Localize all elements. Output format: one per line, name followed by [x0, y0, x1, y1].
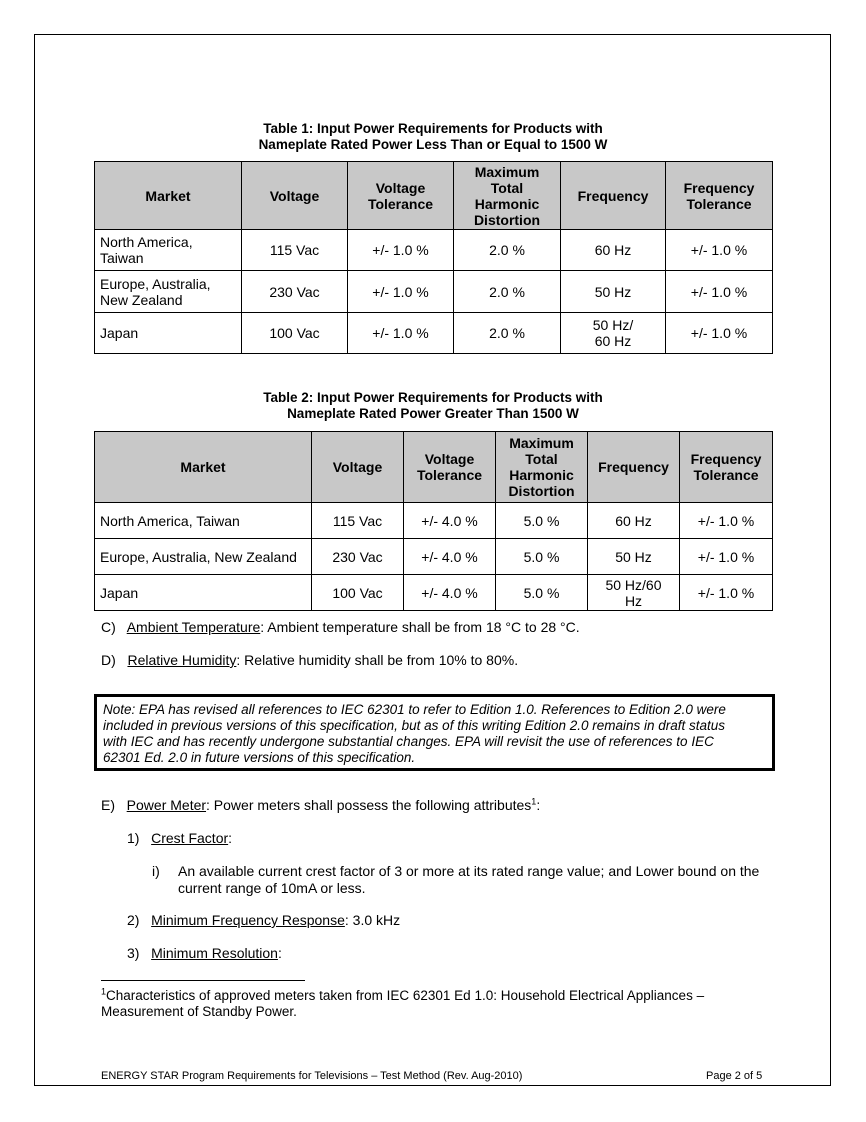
header-line: Tolerance [686, 195, 752, 212]
table2-header-voltage: Voltage [312, 432, 404, 503]
item-marker: E) [101, 797, 115, 813]
table1-header-frequency: Frequency [561, 162, 666, 230]
cell-frequency-tolerance: +/- 1.0 % [680, 503, 773, 539]
item-crest-factor-i [152, 863, 160, 880]
item-crest-factor [127, 830, 232, 847]
unit-celsius: °C [505, 619, 522, 635]
unit-celsius: °C [560, 619, 576, 635]
item-text: : [536, 797, 541, 813]
cell-voltage: 100 Vac [242, 313, 348, 354]
cell-voltage-tolerance: +/- 4.0 % [404, 503, 496, 539]
item-marker: 3) [127, 945, 140, 961]
item-text: : Relative humidity shall be from 10% to 80%. [236, 652, 519, 668]
cell-line: Taiwan [100, 250, 144, 266]
cell-frequency [561, 313, 666, 354]
header-line: Voltage [375, 179, 426, 196]
table-row [95, 503, 773, 539]
item-power-meter [101, 797, 540, 814]
item-marker: 2) [127, 912, 140, 928]
item-text: : 3.0 kHz [344, 912, 401, 928]
header-line: Maximum [509, 435, 574, 451]
item-ambient-temperature [101, 619, 580, 636]
cell-thd: 5.0 % [496, 575, 588, 611]
table2-caption [94, 390, 772, 422]
header-line: Tolerance [416, 467, 483, 483]
item-line: current range of 10mA or less. [178, 880, 366, 896]
cell-voltage-tolerance: +/- 4.0 % [404, 575, 496, 611]
term-crest-factor: Crest Factor [151, 830, 229, 846]
table1-header-voltage-tolerance [348, 162, 454, 230]
footnote-marker: 1 [101, 986, 107, 997]
cell-frequency: 50 Hz [588, 539, 680, 575]
table-row [95, 539, 773, 575]
cell-market [95, 271, 242, 313]
cell-frequency-tolerance: +/- 1.0 % [680, 575, 773, 611]
cell-voltage-tolerance: +/- 1.0 % [348, 313, 454, 354]
header-line: Distortion [473, 211, 541, 228]
cell-voltage-tolerance: +/- 4.0 % [404, 539, 496, 575]
cell-voltage: 115 Vac [312, 503, 404, 539]
table1-header-row [95, 162, 773, 230]
item-text: : [228, 830, 233, 846]
cell-market [95, 230, 242, 271]
table1-header-voltage: Voltage [242, 162, 348, 230]
header-line: Harmonic [509, 467, 574, 483]
term-power-meter: Power Meter [126, 797, 207, 813]
item-text: : Ambient temperature shall be from 18 [260, 619, 506, 635]
table1-header-frequency-tolerance [666, 162, 773, 230]
cell-thd: 2.0 % [454, 313, 561, 354]
note-line: Note: EPA has revised all references to IEC 62301 to refer to Edition 1.0. References to Edition 2.0 were [103, 702, 726, 717]
table-row [95, 271, 773, 313]
cell-frequency [588, 575, 680, 611]
cell-line: 50 Hz/ [592, 317, 634, 333]
cell-frequency-tolerance: +/- 1.0 % [680, 539, 773, 575]
cell-frequency: 60 Hz [588, 503, 680, 539]
header-line: Tolerance [367, 195, 434, 212]
table-row [95, 313, 773, 354]
table1 [94, 161, 773, 354]
note-line: included in previous versions of this specification, but as of this writing Edition 2.0 remains in draft status [103, 718, 726, 733]
cell-market: Japan [95, 575, 312, 611]
table1-caption-line1: Table 1: Input Power Requirements for Products with [263, 121, 603, 136]
table1-header-market: Market [95, 162, 242, 230]
footnote-divider [101, 980, 305, 981]
table2-caption-line2: Nameplate Rated Power Greater Than 1500 W [287, 406, 579, 421]
cell-market: Japan [95, 313, 242, 354]
cell-frequency-tolerance: +/- 1.0 % [666, 230, 773, 271]
item-min-resolution [127, 945, 282, 962]
item-relative-humidity [101, 652, 518, 669]
header-line: Tolerance [693, 467, 759, 483]
table2-header-voltage-tolerance [404, 432, 496, 503]
table1-caption-line2: Nameplate Rated Power Less Than or Equal to 1500 W [258, 137, 608, 152]
table-row [95, 575, 773, 611]
cell-market: North America, Taiwan [95, 503, 312, 539]
header-line: Maximum [474, 163, 540, 180]
item-text: to 28 [521, 619, 561, 635]
item-line: An available current crest factor of 3 or more at its rated range value; and Lower bound on the [178, 863, 760, 879]
item-min-frequency-response [127, 912, 400, 929]
cell-voltage: 230 Vac [312, 539, 404, 575]
cell-frequency: 50 Hz [561, 271, 666, 313]
table2-header-thd [496, 432, 588, 503]
cell-voltage: 230 Vac [242, 271, 348, 313]
page-number: Page 2 of 5 [706, 1070, 763, 1082]
item-text: : [277, 945, 282, 961]
header-line: Frequency [683, 179, 755, 196]
item-crest-factor-i-text [178, 863, 759, 897]
cell-line: 50 Hz/60 [605, 576, 662, 593]
cell-line: 60 Hz [594, 333, 632, 349]
cell-frequency-tolerance: +/- 1.0 % [666, 271, 773, 313]
footnote [101, 988, 781, 1020]
item-marker: 1) [127, 830, 140, 846]
cell-voltage-tolerance: +/- 1.0 % [348, 271, 454, 313]
cell-line: Hz [624, 592, 643, 609]
cell-line: North America, [100, 234, 193, 250]
cell-thd: 5.0 % [496, 503, 588, 539]
table2-caption-line1: Table 2: Input Power Requirements for Products with [263, 390, 603, 405]
header-line: Distortion [508, 483, 575, 499]
table2-header-market: Market [95, 432, 312, 503]
item-marker: i) [152, 863, 160, 879]
footnote-text: Characteristics of approved meters taken from IEC 62301 Ed 1.0: Household Electrical Appliances – [106, 988, 705, 1003]
cell-line: New Zealand [100, 291, 183, 308]
cell-voltage-tolerance: +/- 1.0 % [348, 230, 454, 271]
table2-header-frequency: Frequency [588, 432, 680, 503]
note-line: with IEC and has recently undergone substantial changes. EPA will revisit the use of references to IEC [103, 734, 714, 749]
item-marker: D) [101, 652, 116, 668]
cell-voltage: 115 Vac [242, 230, 348, 271]
footnote-line [101, 988, 781, 1004]
page-footer-title: ENERGY STAR Program Requirements for Televisions – Test Method (Rev. Aug-2010) [101, 1070, 523, 1082]
table2-header-row [95, 432, 773, 503]
footnote-reference[interactable]: 1 [531, 796, 537, 807]
header-line: Total [490, 179, 524, 196]
cell-thd: 5.0 % [496, 539, 588, 575]
cell-thd: 2.0 % [454, 230, 561, 271]
table2 [94, 431, 773, 611]
header-line: Voltage [424, 451, 475, 467]
header-line: Total [525, 451, 558, 467]
note-line: 62301 Ed. 2.0 in future versions of this specification. [103, 750, 416, 765]
cell-line: Europe, Australia, [100, 275, 211, 292]
cell-frequency-tolerance: +/- 1.0 % [666, 313, 773, 354]
cell-voltage: 100 Vac [312, 575, 404, 611]
table1-header-thd [454, 162, 561, 230]
footnote-line: Measurement of Standby Power. [101, 1004, 297, 1019]
table1-caption [94, 121, 772, 153]
term-relative-humidity: Relative Humidity [127, 652, 237, 668]
term-min-resolution: Minimum Resolution [151, 945, 278, 961]
item-text: : Power meters shall possess the following attributes [206, 797, 532, 813]
cell-thd: 2.0 % [454, 271, 561, 313]
cell-market: Europe, Australia, New Zealand [95, 539, 312, 575]
cell-frequency: 60 Hz [561, 230, 666, 271]
item-text: . [575, 619, 580, 635]
table-row [95, 230, 773, 271]
term-min-frequency-response: Minimum Frequency Response [151, 912, 345, 928]
header-line: Frequency [690, 451, 762, 467]
header-line: Harmonic [474, 195, 540, 212]
note-box [94, 694, 775, 771]
table2-header-frequency-tolerance [680, 432, 773, 503]
term-ambient-temperature: Ambient Temperature [126, 619, 261, 635]
item-marker: C) [101, 619, 116, 635]
